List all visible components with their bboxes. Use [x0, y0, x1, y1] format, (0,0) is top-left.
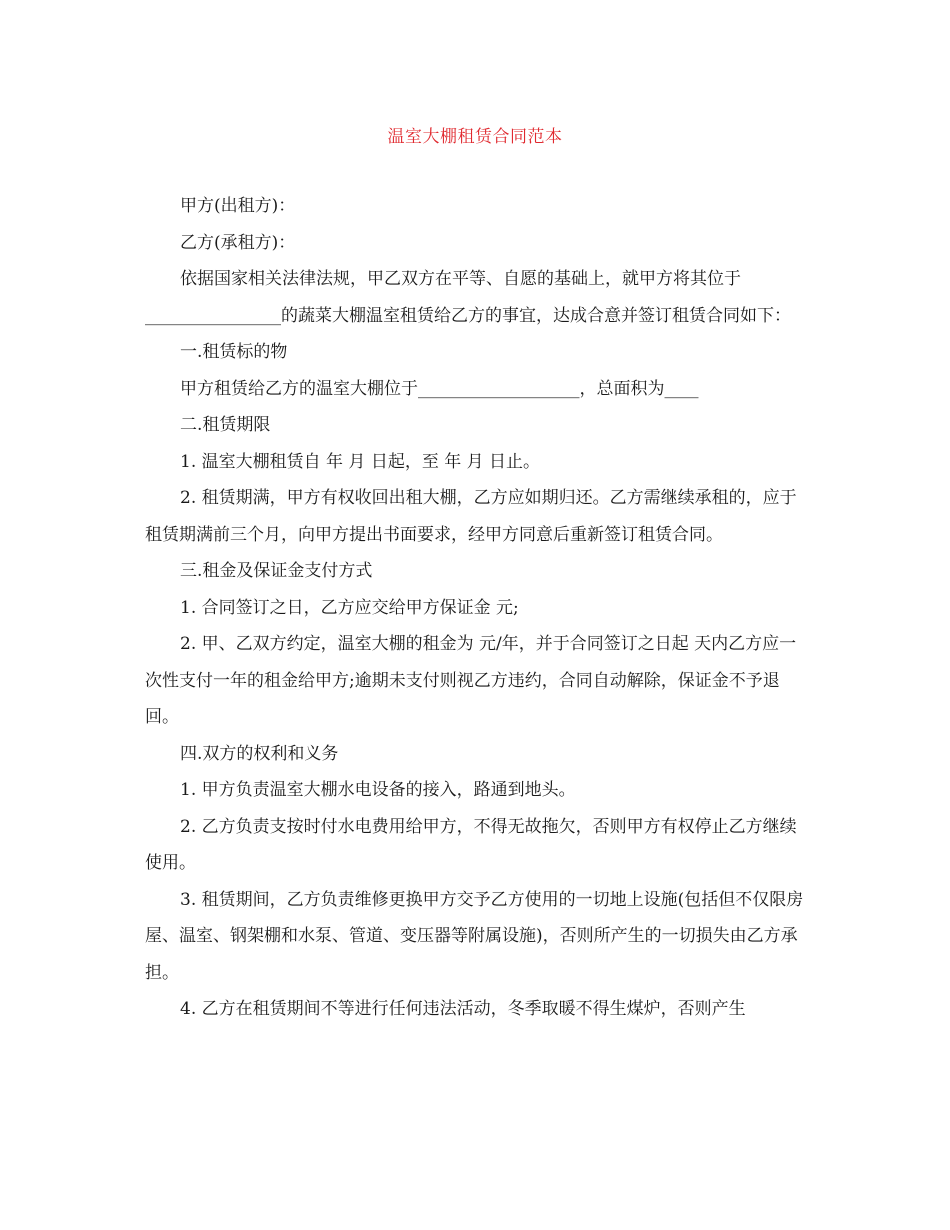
paragraph: 2. 乙方负责支按时付水电费用给甲方，不得无故拖欠，否则甲方有权停止乙方继续使用。 — [145, 816, 797, 873]
paragraph: 1. 甲方负责温室大棚水电设备的接入，路通到地头。 — [180, 780, 576, 800]
paragraph: 乙方(承租方)： — [180, 232, 296, 253]
paragraph: 4. 乙方在租赁期间不等进行任何违法活动，冬季取暖不得生煤炉，否则产生 — [180, 999, 746, 1019]
paragraph: 四.双方的权利和义务 — [180, 743, 339, 764]
paragraph: 三.租金及保证金支付方式 — [180, 561, 373, 581]
paragraph: 3. 租赁期间，乙方负责维修更换甲方交予乙方使用的一切地上设施(包括但不仅限房屋、温室、钢架棚和水泵、管道、变压器等附属设施)，否则所产生的一切损失由乙方承担。 — [145, 889, 804, 983]
paragraph: 2. 甲、乙双方约定，温室大棚的租金为 元/年，并于合同签订之日起 天内乙方应一次性支付一年的租金给甲方;逾期未支付则视乙方违约，合同自动解除，保证金不予退回。 — [145, 634, 797, 727]
paragraph: 2. 租赁期满，甲方有权收回出租大棚，乙方应如期归还。乙方需继续承租的，应于租赁期满前三个月，向甲方提出书面要求，经甲方同意后重新签订租赁合同。 — [145, 488, 797, 545]
paragraph: 依据国家相关法律法规，甲乙双方在平等、自愿的基础上，就甲方将其位于________________的蔬菜大棚温室租赁给乙方的事宜，达成合意并签订租赁合同如下： — [145, 269, 791, 326]
paragraph: 一.租赁标的物 — [180, 342, 288, 362]
paragraph: 甲方(出租方)： — [180, 196, 296, 216]
paragraph: 二.租赁期限 — [180, 415, 271, 435]
document-body — [145, 188, 810, 1028]
document-title: 温室大棚租赁合同范本 — [387, 127, 563, 147]
paragraph: 甲方租赁给乙方的温室大棚位于___________________，总面积为____ — [180, 378, 699, 399]
paragraph: 1. 温室大棚租赁自 年 月 日起，至 年 月 日止。 — [180, 451, 541, 472]
paragraph: 1. 合同签订之日，乙方应交给甲方保证金 元; — [180, 597, 519, 618]
